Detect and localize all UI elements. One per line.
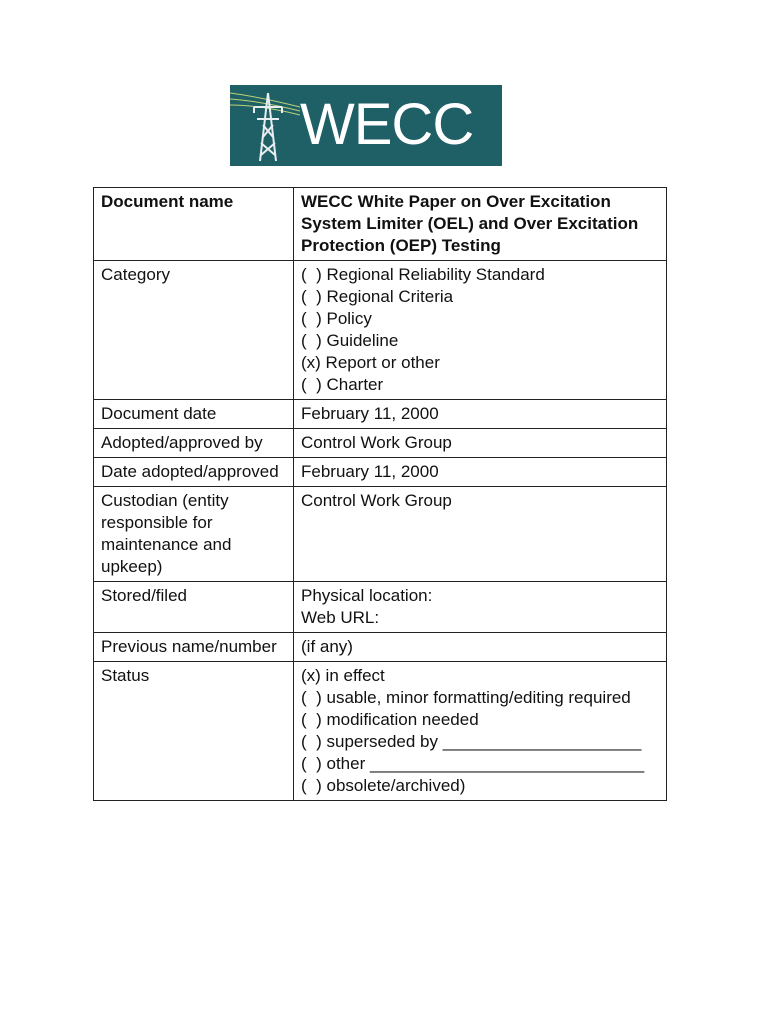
table-row-date-adopted <box>94 458 667 487</box>
document-info-table <box>93 187 667 801</box>
status-options <box>294 662 667 801</box>
custodian-value: Control Work Group <box>294 487 667 582</box>
date-adopted-value: February 11, 2000 <box>294 458 667 487</box>
stored-label: Stored/filed <box>94 582 294 633</box>
category-option: ( ) Charter <box>301 375 384 394</box>
table-row-adopted-by <box>94 429 667 458</box>
adopted-by-label: Adopted/approved by <box>94 429 294 458</box>
logo-text: WECC <box>300 92 474 157</box>
category-option: ( ) Guideline <box>301 331 399 350</box>
status-option: (x) in effect <box>301 666 385 685</box>
previous-name-label: Previous name/number <box>94 633 294 662</box>
previous-name-value: (if any) <box>294 633 667 662</box>
wecc-logo <box>230 85 502 166</box>
category-option: ( ) Policy <box>301 309 372 328</box>
table-row-category <box>94 261 667 400</box>
status-option: ( ) modification needed <box>301 710 479 729</box>
document-date-label: Document date <box>94 400 294 429</box>
status-option: ( ) obsolete/archived) <box>301 776 466 795</box>
status-option: ( ) superseded by _____________________ <box>301 732 642 751</box>
stored-web-url: Web URL: <box>301 608 380 627</box>
document-name-label: Document name <box>94 188 294 261</box>
category-options <box>294 261 667 400</box>
table-row-document-name <box>94 188 667 261</box>
adopted-by-value: Control Work Group <box>294 429 667 458</box>
stored-physical-location: Physical location: <box>301 586 433 605</box>
transmission-tower-icon <box>230 85 300 166</box>
category-option: ( ) Regional Reliability Standard <box>301 265 545 284</box>
status-option: ( ) other _____________________________ <box>301 754 645 773</box>
category-label: Category <box>94 261 294 400</box>
table-row-previous-name <box>94 633 667 662</box>
category-option: ( ) Regional Criteria <box>301 287 454 306</box>
stored-value <box>294 582 667 633</box>
status-label: Status <box>94 662 294 801</box>
table-row-document-date <box>94 400 667 429</box>
table-row-stored <box>94 582 667 633</box>
document-date-value: February 11, 2000 <box>294 400 667 429</box>
table-row-custodian <box>94 487 667 582</box>
document-name-value: WECC White Paper on Over Excitation System Limiter (OEL) and Over Excitation Protection (OEP) Testing <box>294 188 667 261</box>
custodian-label: Custodian (entity responsible for maintenance and upkeep) <box>94 487 294 582</box>
status-option: ( ) usable, minor formatting/editing required <box>301 688 631 707</box>
date-adopted-label: Date adopted/approved <box>94 458 294 487</box>
table-row-status <box>94 662 667 801</box>
category-option: (x) Report or other <box>301 353 440 372</box>
